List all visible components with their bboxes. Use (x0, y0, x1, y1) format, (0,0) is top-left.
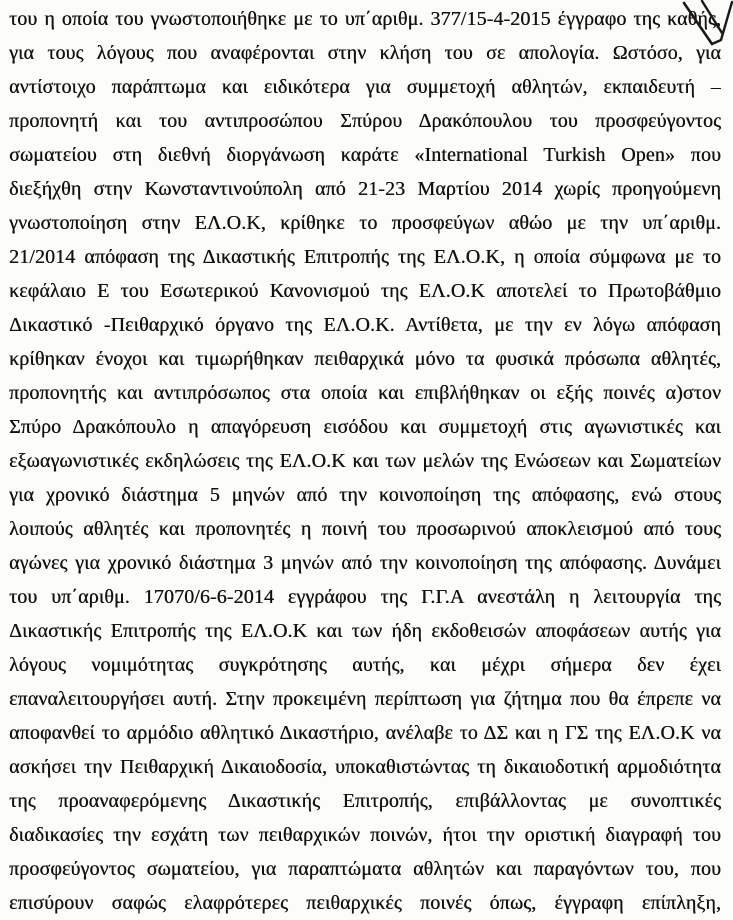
text-line: προσφεύγοντος σωματείου, για παραπτώματα αθλητών και παραγόντων του, που (9, 858, 721, 880)
text-line: προπονητής και αντιπρόσωπος στα οποία και επιβλήθηκαν οι εξής ποινές α)στον (9, 382, 721, 404)
text-line: της προαναφερόμενης Δικαστικής Επιτροπής, επιβάλλοντας με συνοπτικές (9, 790, 721, 812)
text-line: αποφανθεί το αρμόδιο αθλητικό Δικαστήριο, ανέλαβε το ΔΣ και η ΓΣ της ΕΛ.Ο.Κ να (9, 722, 721, 744)
text-line: σωματείου στη διεθνή διοργάνωση καράτε «International Turkish Open» που (9, 144, 721, 166)
handwritten-check-mark-icon (678, 0, 733, 52)
text-line: Σπύρο Δρακόπουλο η απαγόρευση εισόδου και συμμετοχή στις αγωνιστικές και (9, 416, 721, 438)
text-line: διαδικασίες την εσχάτη των πειθαρχικών ποινών, ήτοι την οριστική διαγραφή του (9, 824, 721, 846)
text-line: αντίστοιχο παράπτωμα και ειδικότερα για συμμετοχή αθλητών, εκπαιδευτή – (9, 76, 721, 98)
text-line: Δικαστικής Επιτροπής της ΕΛ.Ο.Κ και των ήδη εκδοθεισών αποφάσεων αυτής για (9, 620, 721, 642)
text-line: επισύρουν σαφώς ελαφρότερες πειθαρχικές ποινές όπως, έγγραφη επίπληξη, (9, 892, 721, 914)
text-line: λόγους νομιμότητας συγκρότησης αυτής, και μέχρι σήμερα δεν έχει (9, 654, 721, 676)
text-line: 21/2014 απόφαση της Δικαστικής Επιτροπής της ΕΛ.Ο.Κ, η οποία σύμφωνα με το (9, 246, 721, 268)
text-line: ασκήσει την Πειθαρχική Δικαιοδοσία, υποκαθιστώντας τη δικαιοδοτική αρμοδιότητα (9, 756, 721, 778)
text-line: προπονητή και του αντιπροσώπου Σπύρου Δρακόπουλου του προσφεύγοντος (9, 110, 721, 132)
text-line: για χρονικό διάστημα 5 μηνών από την κοινοποίηση της απόφασης, ενώ στους (9, 484, 721, 506)
text-line: γνωστοποίηση στην ΕΛ.Ο.Κ, κρίθηκε το προσφεύγων αθώο με την υπ΄αριθμ. (9, 212, 721, 234)
text-line: διεξήχθη στην Κωνσταντινούπολη από 21-23 Μαρτίου 2014 χωρίς προηγούμενη (9, 178, 721, 200)
text-line: επαναλειτουργήσει αυτή. Στην προκειμένη περίπτωση για ζήτημα που θα έπρεπε να (9, 688, 721, 710)
text-line: Δικαστικό -Πειθαρχικό όργανο της ΕΛ.Ο.Κ. Αντίθετα, με την εν λόγω απόφαση (9, 314, 721, 336)
text-line: αγώνες για χρονικό διάστημα 3 μηνών από την κοινοποίηση της απόφασης. Δυνάμει (9, 552, 721, 574)
text-line: κρίθηκαν ένοχοι και τιμωρήθηκαν πειθαρχικά μόνο τα φυσικά πρόσωπα αθλητές, (9, 348, 721, 370)
document-page (9, 2, 721, 920)
text-line: για τους λόγους που αναφέρονται στην κλήση του σε απολογία. Ωστόσο, για (9, 42, 721, 64)
text-line: του υπ΄αριθμ. 17070/6-6-2014 εγγράφου της Γ.Γ.Α ανεστάλη η λειτουργία της (9, 586, 721, 608)
text-line: κεφάλαιο Ε του Εσωτερικού Κανονισμού της ΕΛ.Ο.Κ αποτελεί το Πρωτοβάθμιο (9, 280, 721, 302)
text-line: εξωαγωνιστικές εκδηλώσεις της ΕΛ.Ο.Κ και των μελών της Ενώσεων και Σωματείων (9, 450, 721, 472)
text-line: του η οποία του γνωστοποιήθηκε με το υπ΄αριθμ. 377/15-4-2015 έγγραφο της καθής, (9, 8, 721, 30)
text-line: λοιπούς αθλητές και προπονητές η ποινή του προσωρινού αποκλεισμού από τους (9, 518, 721, 540)
